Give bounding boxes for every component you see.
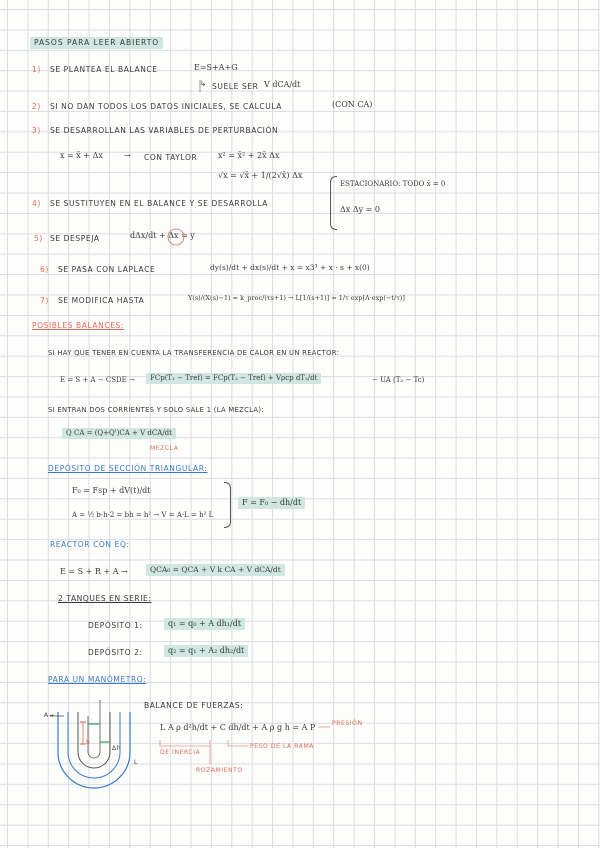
step-1-note-eq: V dCA/dt <box>264 80 301 89</box>
tanque1-label: DEPÓSITO 1: <box>88 621 143 630</box>
diagram-label-a: A→ <box>44 712 55 719</box>
tanque1-eq: q₁ = q₀ + A dh₁/dt <box>164 618 245 630</box>
step-1-text: SE PLANTEA EL BALANCE <box>50 65 158 74</box>
fuerzas-eq: L A ρ d²h/dt + C dh/dt + A ρ g h = A P <box>160 723 316 732</box>
diagram-label-l: L <box>134 759 138 766</box>
balance2-eq: Q CA = (Q+Q')CA + V dCA/dt <box>62 428 176 439</box>
deposito-eq2: A = ½ b·h·2 = bh = h² → V = A·L = h² L <box>72 511 214 519</box>
step-3-line1-left: x = x̄ + Δx <box>60 151 103 160</box>
tanque2-eq: q₂ = q₁ + A₂ dh₂/dt <box>164 645 248 657</box>
step-4-text: SE SUSTITUYEN EN EL BALANCE Y SE DESARROLLA <box>50 199 269 208</box>
step-3-arrow: → <box>124 151 131 160</box>
step-3-text: SE DESARROLLAN LAS VARIABLES DE PERTURBACIÓN <box>50 126 279 135</box>
step-4-num: 4) <box>32 199 41 208</box>
step-3-line2-right: √x = √x̄ + 1/(2√x̄) Δx <box>218 171 303 180</box>
balance2-note: MEZCLA <box>150 445 179 452</box>
balance1-eq-right: − UA (T₂ − Tc) <box>372 376 425 384</box>
step-3-line1-right: x² = x̄² + 2x̄ Δx <box>218 151 280 160</box>
step-1-note: SUELE SER <box>212 82 259 91</box>
reactor-eq-highlight: QCA₀ = QCA + V k CA + V dCA/dt <box>146 564 285 576</box>
posibles-title: POSIBLES BALANCES: <box>32 321 125 330</box>
step-5-num: 5) <box>34 234 43 243</box>
fuerzas-presion: PRESIÓN <box>332 720 363 727</box>
deposito-eq3: F = F₀ − dh/dt <box>238 497 305 509</box>
step-6-num: 6) <box>40 265 49 274</box>
step-7-num: 7) <box>40 296 49 305</box>
fuerzas-peso: PESO DE LA RAMA <box>250 743 314 750</box>
step-6-text: SE PASA CON LAPLACE <box>58 265 156 274</box>
step-1-arrow-note: ↳ <box>200 79 207 88</box>
step-5-text: SE DESPEJA <box>50 234 100 243</box>
reactor-title: REACTOR CON EQ: <box>50 540 130 549</box>
step-3-num: 3) <box>32 126 41 135</box>
diagram-label-dh: Δh <box>112 745 122 752</box>
tanques-title: 2 TANQUES EN SERIE: <box>58 594 152 603</box>
step-2-num: 2) <box>32 102 41 111</box>
step-3-taylor: CON TAYLOR <box>144 153 198 162</box>
balance1-eq-highlight: FCp(T₁ − Tref) = FCp(T₂ − Tref) + Vρcp dT₂/dt <box>146 373 321 384</box>
fuerzas-inercia: DE INERCIA <box>160 749 201 756</box>
step-6-eq: dy(s)/dt + dx(s)/dt + x = x3³ + x · s + x(0) <box>210 263 370 272</box>
deposito-eq1: F₀ = Fsp + dV(t)/dt <box>72 486 151 495</box>
balance1-text: SI HAY QUE TENER EN CUENTA LA TRANSFERENCIA DE CALOR EN UN REACTOR: <box>48 349 340 357</box>
step-1-eq: E=S+A+G <box>194 63 238 72</box>
step-2-eq: (CON CA) <box>332 100 373 109</box>
step-7-eq: Y(s)/(X(s)−1) = k_proc/(τs+1) → L[1/(s+1)] = 1/τ exp[A·exp(−t/τ)] <box>188 294 405 302</box>
deposito-title: DEPÓSITO DE SECCIÓN TRIANGULAR: <box>48 464 208 473</box>
reactor-eq-left: E = S + R + A → <box>60 567 128 576</box>
tanque2-label: DEPÓSITO 2: <box>88 648 143 657</box>
step-4-brace-line2: Δx Δy = 0 <box>340 205 381 214</box>
manometro-title: PARA UN MANÓMETRO: <box>48 675 147 684</box>
step-4-brace-line1: ESTACIONARIO: TODO x̄ = 0 <box>340 180 446 188</box>
step-5-eq: dΔx/dt + Δx = y <box>130 231 195 240</box>
diagram-label-h: h <box>86 739 91 746</box>
balance2-text: SI ENTRAN DOS CORRIENTES Y SOLO SALE 1 (LA MEZCLA): <box>48 406 264 414</box>
balance1-eq-left: E = S + A − CSDE → <box>60 376 135 384</box>
step-7-text: SE MODIFICA HASTA <box>58 296 145 305</box>
step-2-text: SI NO DAN TODOS LOS DATOS INICIALES, SE CALCULA <box>50 102 283 111</box>
step-1-num: 1) <box>32 65 41 74</box>
fuerzas-rozamiento: ROZAMIENTO <box>196 767 243 774</box>
fuerzas-title: BALANCE DE FUERZAS: <box>144 701 244 710</box>
page-title: PASOS PARA LEER ABIERTO <box>30 37 163 49</box>
